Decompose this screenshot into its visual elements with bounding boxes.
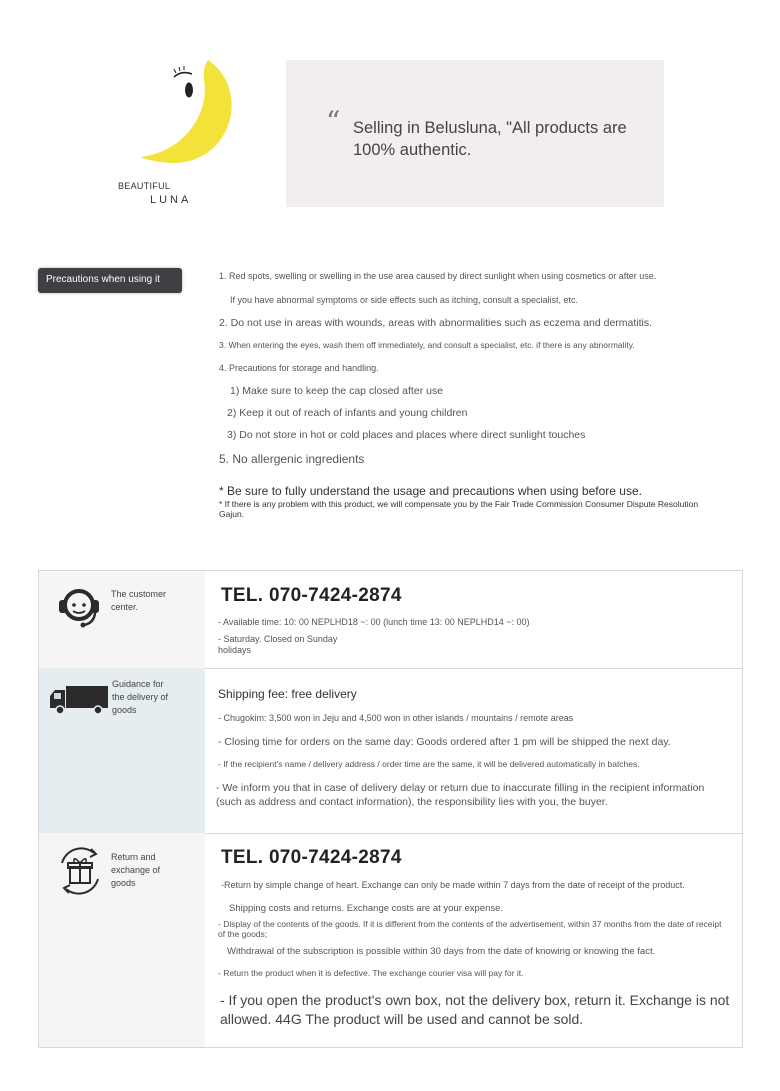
info-table (38, 570, 743, 1048)
customer-center-hours: - Available time: 10: 00 NEPLHD18 ~: 00 (lunch time 13: 00 NEPLHD14 ~: 00) (218, 617, 530, 627)
returns-row (39, 833, 742, 1047)
delivery-content (205, 668, 742, 833)
precaution-line: 4. Precautions for storage and handling. (219, 363, 379, 373)
precautions-note-main: * Be sure to fully understand the usage and precautions when using before use. (219, 484, 642, 498)
precaution-line: 1) Make sure to keep the cap closed after use (230, 385, 444, 397)
return-gift-icon (54, 845, 106, 897)
customer-center-phone[interactable]: TEL. 070-7424-2874 (221, 585, 402, 606)
returns-line: - If you open the product's own box, not the delivery box, return it. Exchange is not allowed. 44G The product will be used and cannot be sold. (220, 992, 730, 1027)
returns-line: -Return by simple change of heart. Exchange can only be made within 7 days from the date of receipt of the product. (221, 880, 685, 890)
precaution-line: 3) Do not store in hot or cold places and places where direct sunlight touches (227, 429, 586, 441)
precautions-tag (38, 268, 182, 293)
quote-mark-icon: “ (326, 105, 341, 138)
delivery-line: - Chugokim: 3,500 won in Jeju and 4,500 won in other islands / mountains / remote areas (218, 713, 574, 723)
customer-center-content (205, 571, 742, 668)
delivery-row (39, 668, 742, 834)
headset-icon (52, 583, 108, 633)
brand-name-bottom: LUNA (150, 194, 192, 206)
brand-name-top: BEAUTIFUL (118, 181, 171, 191)
returns-label: Return and exchange of goods (111, 852, 161, 888)
returns-line: Withdrawal of the subscription is possible within 30 days from the date of knowing or knowing the fact. (227, 946, 656, 957)
brand-logo (112, 55, 252, 215)
delivery-side (39, 668, 205, 833)
customer-center-side (39, 571, 205, 668)
precaution-line: If you have abnormal symptoms or side effects such as itching, consult a specialist, etc. (230, 295, 578, 305)
delivery-truck-icon (48, 684, 110, 716)
returns-side (39, 833, 205, 1047)
returns-line: - Display of the contents of the goods. If it is different from the contents of the advertisement, within 37 months from the date of receipt of the goods; (218, 919, 722, 939)
customer-center-closed: - Saturday. Closed on Sunday holidays (218, 634, 338, 655)
precaution-line: 2) Keep it out of reach of infants and young children (227, 407, 468, 419)
precaution-line: 3. When entering the eyes, wash them off immediately, and consult a specialist, etc. if there is any abnormality. (219, 340, 635, 350)
delivery-line: - Closing time for orders on the same day: Goods ordered after 1 pm will be shipped the next day. (218, 736, 671, 748)
returns-line: Shipping costs and returns. Exchange costs are at your expense. (229, 903, 504, 914)
authenticity-banner (286, 60, 664, 207)
precaution-line: 2. Do not use in areas with wounds, areas with abnormalities such as eczema and dermatitis. (219, 317, 653, 329)
authenticity-text: Selling in Belusluna, "All products are 100% authentic. (353, 119, 627, 159)
precautions-note-small: * If there is any problem with this product, we will compensate you by the Fair Trade Commission Consumer Dispute Resolution Gajun. (219, 499, 699, 519)
moon-logo-icon (112, 55, 242, 180)
delivery-label: Guidance for the delivery of goods (112, 679, 169, 715)
returns-content (205, 833, 742, 1047)
delivery-line: - We inform you that in case of delivery delay or return due to inaccurate filling in the recipient information (such as address and contact information), the responsibility lies with you, the buyer. (216, 782, 705, 808)
customer-center-row (39, 571, 742, 669)
precautions-note (219, 484, 719, 519)
returns-phone[interactable]: TEL. 070-7424-2874 (221, 847, 402, 868)
precaution-line: 1. Red spots, swelling or swelling in the use area caused by direct sunlight when using cosmetics or after use. (219, 271, 657, 281)
shipping-fee: Shipping fee: free delivery (218, 687, 357, 701)
customer-center-label: The customer center. (111, 589, 167, 612)
delivery-line: - If the recipient's name / delivery address / order time are the same, it will be delivered automatically in batches. (218, 759, 640, 769)
precautions-tag-label: Precautions when using it (46, 274, 160, 285)
returns-line: - Return the product when it is defective. The exchange courier visa will pay for it. (218, 968, 524, 978)
precaution-line: 5. No allergenic ingredients (219, 452, 365, 466)
